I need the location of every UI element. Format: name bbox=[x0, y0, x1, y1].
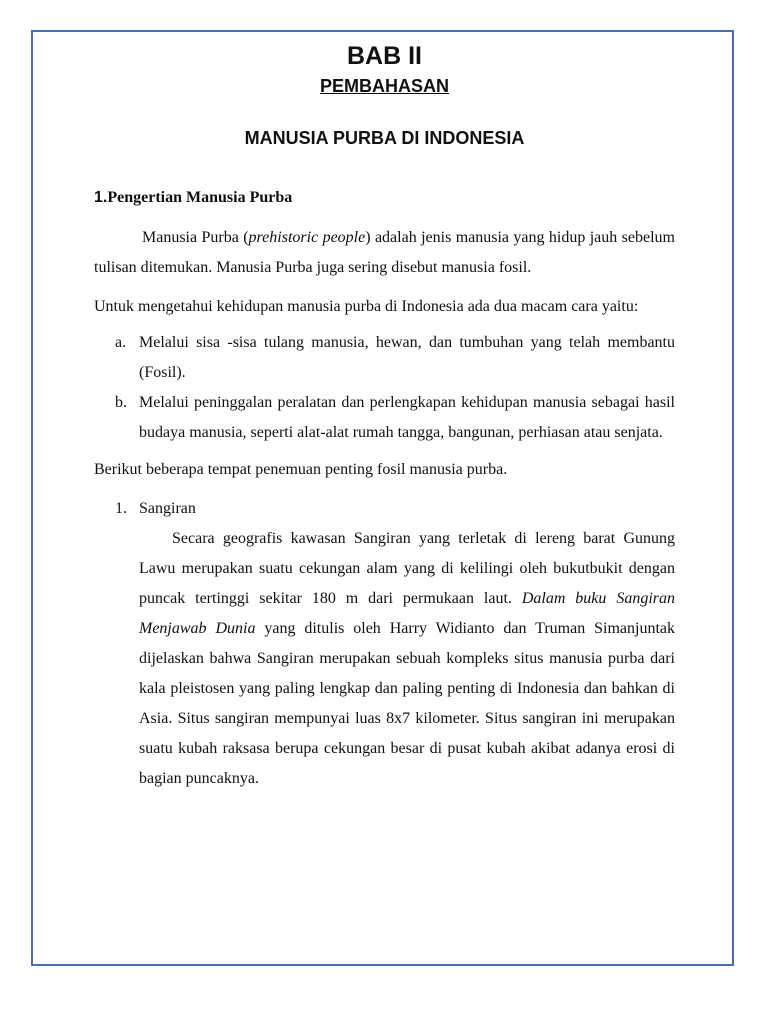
list-item-text: Melalui sisa -sisa tulang manusia, hewan, dan tumbuhan yang telah membantu (Fosil). bbox=[139, 334, 675, 381]
site-description-end: yang ditulis oleh Harry Widianto dan Truman Simanjuntak dijelaskan bahwa Sangiran merupakan sebuah kompleks situs manusia purba dari kala pleistosen yang paling lengkap dan paling penting di Indonesia dan bahkan di Asia. Situs sangiran mempunyai luas 8x7 kilometer. Situs sangiran ini merupakan suatu kubah raksasa berupa cekungan besar di pusat kubah akibat adanya erosi di bagian puncaknya. bbox=[139, 620, 676, 787]
list-marker: a. bbox=[115, 334, 127, 351]
site-description-start: Secara geografis kawasan Sangiran yang terletak di lereng barat Gunung Lawu merupakan suatu cekungan alam yang di kelilingi oleh bukutbukit dengan puncak tertinggi sekitar 180 m dari permukaan laut. bbox=[139, 530, 675, 607]
definition-paragraph bbox=[94, 223, 675, 283]
section-number: 1. bbox=[94, 189, 108, 206]
chapter-title: BAB II bbox=[347, 42, 422, 70]
document-content bbox=[94, 40, 675, 794]
book-title: Dalam buku Sangiran Menjawab Dunia bbox=[139, 590, 675, 637]
definition-italic-term: prehistoric people bbox=[248, 229, 366, 246]
section-heading-text: Pengertian Manusia Purba bbox=[107, 189, 293, 206]
site-description bbox=[139, 524, 675, 794]
page-title: MANUSIA PURBA DI INDONESIA bbox=[244, 128, 525, 148]
sites-intro-paragraph: Berikut beberapa tempat penemuan penting fosil manusia purba. bbox=[94, 461, 508, 478]
sites-list bbox=[94, 494, 675, 794]
chapter-subtitle: PEMBAHASAN bbox=[319, 76, 449, 96]
definition-text-start: Manusia Purba ( bbox=[142, 229, 249, 246]
methods-intro-paragraph: Untuk mengetahui kehidupan manusia purba di Indonesia ada dua macam cara yaitu: bbox=[94, 298, 639, 315]
list-item bbox=[94, 388, 675, 448]
site-name: Sangiran bbox=[139, 500, 196, 517]
list-marker: b. bbox=[115, 394, 127, 411]
definition-text-end: ) adalah jenis manusia yang hidup jauh sebelum tulisan ditemukan. Manusia Purba juga sering disebut manusia fosil. bbox=[94, 229, 675, 276]
list-item-text: Melalui peninggalan peralatan dan perlengkapan kehidupan manusia sebagai hasil budaya manusia, seperti alat-alat rumah tangga, bangunan, perhiasan atau senjata. bbox=[139, 394, 675, 441]
section-heading bbox=[94, 187, 675, 209]
list-item bbox=[94, 494, 675, 794]
methods-list bbox=[94, 328, 675, 448]
list-marker: 1. bbox=[115, 500, 127, 517]
list-item bbox=[94, 328, 675, 388]
